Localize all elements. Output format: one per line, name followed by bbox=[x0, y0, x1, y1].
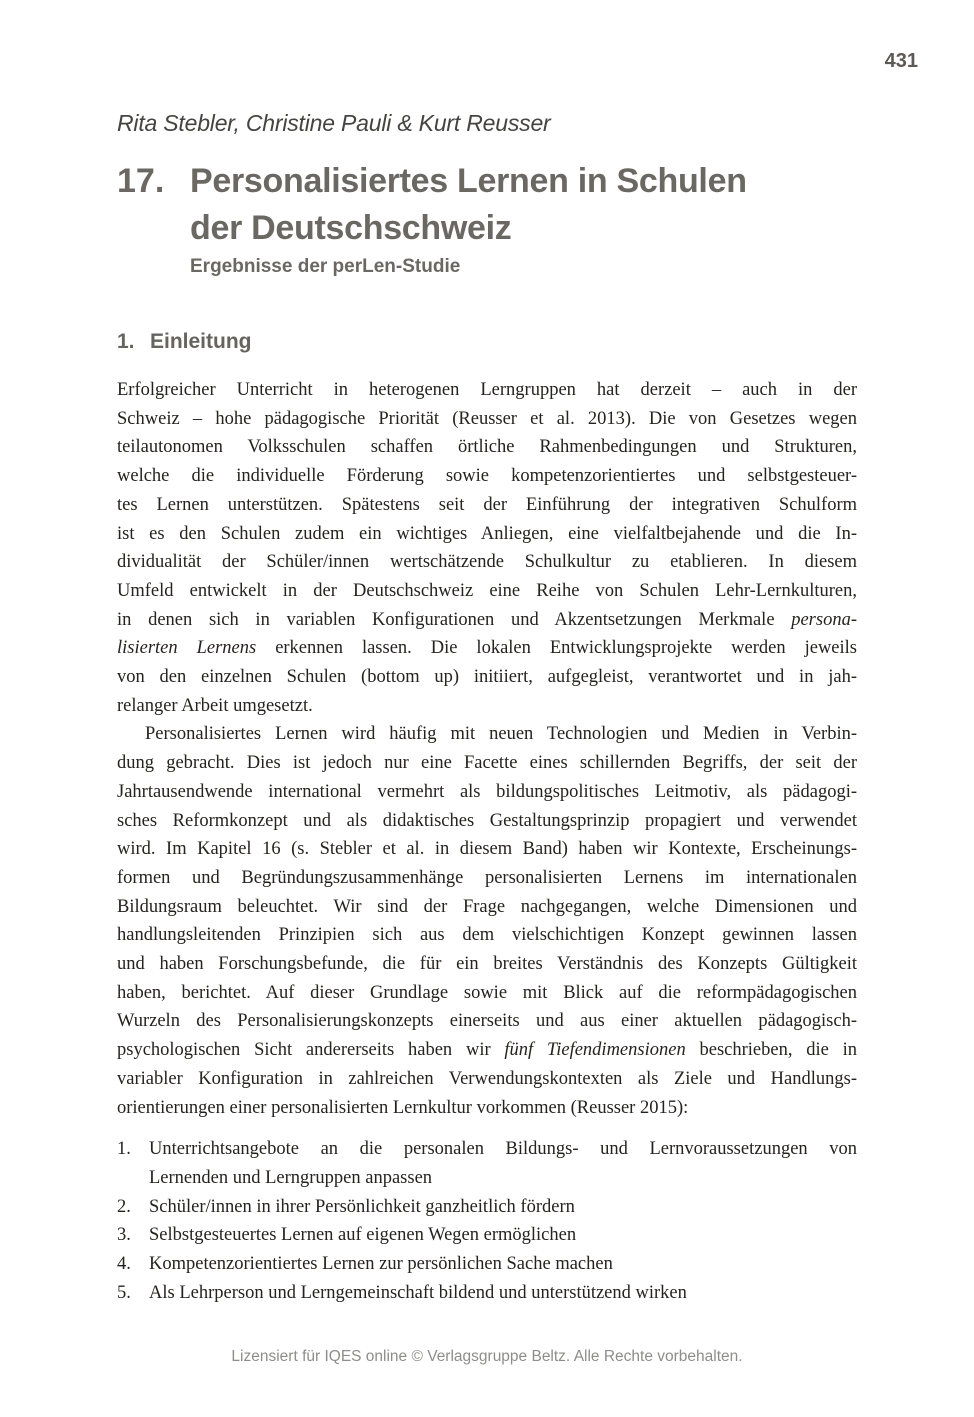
plain-text: Bildungsraum beleuchtet. Wir sind der Frage nachgegangen, welche Dimensionen und bbox=[117, 896, 857, 917]
section-number: 1. bbox=[117, 330, 135, 353]
section-title: Einleitung bbox=[150, 330, 252, 353]
list-item bbox=[117, 1221, 857, 1250]
list-item-text bbox=[149, 1250, 857, 1279]
plain-text: Unterrichtsangebote an die personalen Bildungs- und Lernvoraussetzungen von bbox=[149, 1139, 857, 1160]
chapter-title-block bbox=[117, 158, 747, 279]
plain-text: Selbstgesteuertes Lernen auf eigenen Wegen ermöglichen bbox=[149, 1225, 577, 1246]
list-item-number: 3. bbox=[117, 1225, 131, 1246]
chapter-subtitle: Ergebnisse der perLen-Studie bbox=[190, 256, 461, 277]
list-item-number: 2. bbox=[117, 1196, 131, 1217]
chapter-number: 17. bbox=[117, 162, 165, 200]
list-item-number: 5. bbox=[117, 1282, 131, 1303]
numbered-list bbox=[117, 1135, 857, 1307]
text-line bbox=[117, 950, 857, 979]
text-line bbox=[117, 921, 857, 950]
text-line bbox=[117, 835, 857, 864]
section-heading bbox=[117, 330, 252, 354]
plain-text: und haben Forschungsbefunde, die für ein breites Verständnis des Konzepts Gültigkeit bbox=[117, 954, 857, 975]
plain-text: teilautonomen Volksschulen schaffen örtliche Rahmenbedingungen und Strukturen, bbox=[117, 437, 857, 458]
list-item-text bbox=[149, 1135, 857, 1192]
plain-text: Als Lehrperson und Lerngemeinschaft bildend und unterstützend wirken bbox=[149, 1282, 687, 1303]
text-line bbox=[117, 491, 857, 520]
text-line bbox=[117, 979, 857, 1008]
plain-text: Schweiz – hohe pädagogische Priorität (Reusser et al. 2013). Die von Gesetzes wegen bbox=[117, 408, 857, 429]
chapter-title-line-1: Personalisiertes Lernen in Schulen bbox=[190, 162, 747, 200]
italic-text: lisierten Lernens bbox=[117, 638, 257, 659]
text-line bbox=[117, 376, 857, 405]
plain-text: welche die individuelle Förderung sowie kompetenzorientiertes und selbstgesteuer- bbox=[117, 466, 857, 487]
list-item-number: 4. bbox=[117, 1254, 131, 1275]
plain-text: Erfolgreicher Unterricht in heterogenen Lerngruppen hat derzeit – auch in der bbox=[117, 380, 857, 400]
text-line bbox=[149, 1221, 857, 1250]
plain-text: Umfeld entwickelt in der Deutschschweiz eine Reihe von Schulen Lehr-Lernkulturen, bbox=[117, 580, 857, 601]
text-line bbox=[117, 634, 857, 663]
text-line bbox=[117, 606, 857, 635]
plain-text: formen und Begründungszusammenhänge personalisierten Lernens im internationalen bbox=[117, 867, 857, 888]
plain-text: ist es den Schulen zudem ein wichtiges Anliegen, eine vielfaltbejahende und die In- bbox=[117, 523, 857, 544]
chapter-title-line-2: der Deutschschweiz bbox=[190, 209, 512, 247]
text-line bbox=[117, 520, 857, 549]
list-item-text bbox=[149, 1279, 857, 1308]
plain-text: in denen sich in variablen Konfigurationen und Akzentsetzungen Merkmale bbox=[117, 609, 792, 630]
body-text bbox=[117, 376, 857, 1308]
text-line bbox=[117, 577, 857, 606]
text-line bbox=[117, 433, 857, 462]
plain-text: Wurzeln des Personalisierungskonzepts einerseits und aus einer aktuellen pädagogisch- bbox=[117, 1011, 857, 1032]
license-footer: Lizensiert für IQES online © Verlagsgruppe Beltz. Alle Rechte vorbehalten. bbox=[231, 1348, 743, 1365]
text-line bbox=[149, 1193, 857, 1222]
plain-text: Lernenden und Lerngruppen anpassen bbox=[149, 1167, 433, 1188]
text-line bbox=[117, 1065, 857, 1094]
plain-text: psychologischen Sicht andererseits haben wir bbox=[117, 1040, 505, 1061]
text-line bbox=[149, 1250, 857, 1279]
plain-text: relanger Arbeit umgesetzt. bbox=[117, 695, 313, 716]
list-item bbox=[117, 1279, 857, 1308]
text-line bbox=[117, 692, 857, 721]
text-line bbox=[117, 405, 857, 434]
text-line bbox=[117, 778, 857, 807]
text-line bbox=[117, 1094, 857, 1123]
plain-text: beschrieben, die in bbox=[685, 1040, 857, 1061]
plain-text: Schüler/innen in ihrer Persönlichkeit ganzheitlich fördern bbox=[149, 1196, 575, 1217]
body-paragraph bbox=[117, 376, 857, 720]
plain-text: wird. Im Kapitel 16 (s. Stebler et al. in diesem Band) haben wir Kontexte, Erscheinungs- bbox=[117, 839, 857, 860]
text-line bbox=[117, 720, 857, 749]
text-line bbox=[117, 462, 857, 491]
text-line bbox=[117, 1007, 857, 1036]
plain-text: erkennen lassen. Die lokalen Entwicklungsprojekte werden jeweils bbox=[256, 638, 857, 659]
text-line bbox=[117, 548, 857, 577]
text-line bbox=[117, 864, 857, 893]
plain-text: dividualität der Schüler/innen wertschätzende Schulkultur zu etablieren. In diesem bbox=[117, 552, 857, 573]
text-line bbox=[149, 1279, 857, 1308]
text-line bbox=[117, 893, 857, 922]
body-paragraph bbox=[117, 720, 857, 1122]
page-number: 431 bbox=[884, 50, 918, 72]
text-line bbox=[149, 1135, 857, 1164]
plain-text: handlungsleitenden Prinzipien sich aus dem vielschichtigen Konzept gewinnen lassen bbox=[117, 925, 857, 946]
plain-text: dung gebracht. Dies ist jedoch nur eine Facette eines schillernden Begriffs, der seit der bbox=[117, 753, 857, 774]
plain-text: sches Reformkonzept und als didaktisches Gestaltungsprinzip propagiert und verwendet bbox=[117, 810, 857, 831]
text-line bbox=[117, 749, 857, 778]
list-item bbox=[117, 1250, 857, 1279]
chapter-title bbox=[190, 158, 747, 252]
list-item-text bbox=[149, 1221, 857, 1250]
text-line bbox=[117, 663, 857, 692]
list-item bbox=[117, 1135, 857, 1192]
text-line bbox=[149, 1164, 857, 1193]
plain-text: Kompetenzorientiertes Lernen zur persönlichen Sache machen bbox=[149, 1254, 613, 1275]
list-item bbox=[117, 1193, 857, 1222]
list-item-text bbox=[149, 1193, 857, 1222]
plain-text: haben, berichtet. Auf dieser Grundlage sowie mit Blick auf die reformpädagogischen bbox=[117, 982, 857, 1003]
plain-text: Personalisiertes Lernen wird häufig mit neuen Technologien und Medien in Verbin- bbox=[145, 724, 857, 745]
text-line bbox=[117, 1036, 857, 1065]
italic-text: fünf Tiefendimensionen bbox=[504, 1040, 686, 1061]
plain-text: variabler Konfiguration in zahlreichen Verwendungskontexten als Ziele und Handlungs- bbox=[117, 1068, 857, 1089]
plain-text: orientierungen einer personalisierten Lernkultur vorkommen (Reusser 2015): bbox=[117, 1097, 689, 1118]
plain-text: Jahrtausendwende international vermehrt als bildungspolitisches Leitmotiv, als pädagogi- bbox=[117, 781, 857, 802]
text-line bbox=[117, 807, 857, 836]
list-item-number: 1. bbox=[117, 1139, 131, 1160]
plain-text: von den einzelnen Schulen (bottom up) initiiert, aufgegleist, verantwortet und in jah- bbox=[117, 667, 857, 688]
plain-text: tes Lernen unterstützen. Spätestens seit der Einführung der integrativen Schulform bbox=[117, 494, 857, 515]
italic-text: persona- bbox=[791, 609, 857, 630]
author-line: Rita Stebler, Christine Pauli & Kurt Reusser bbox=[117, 110, 551, 136]
